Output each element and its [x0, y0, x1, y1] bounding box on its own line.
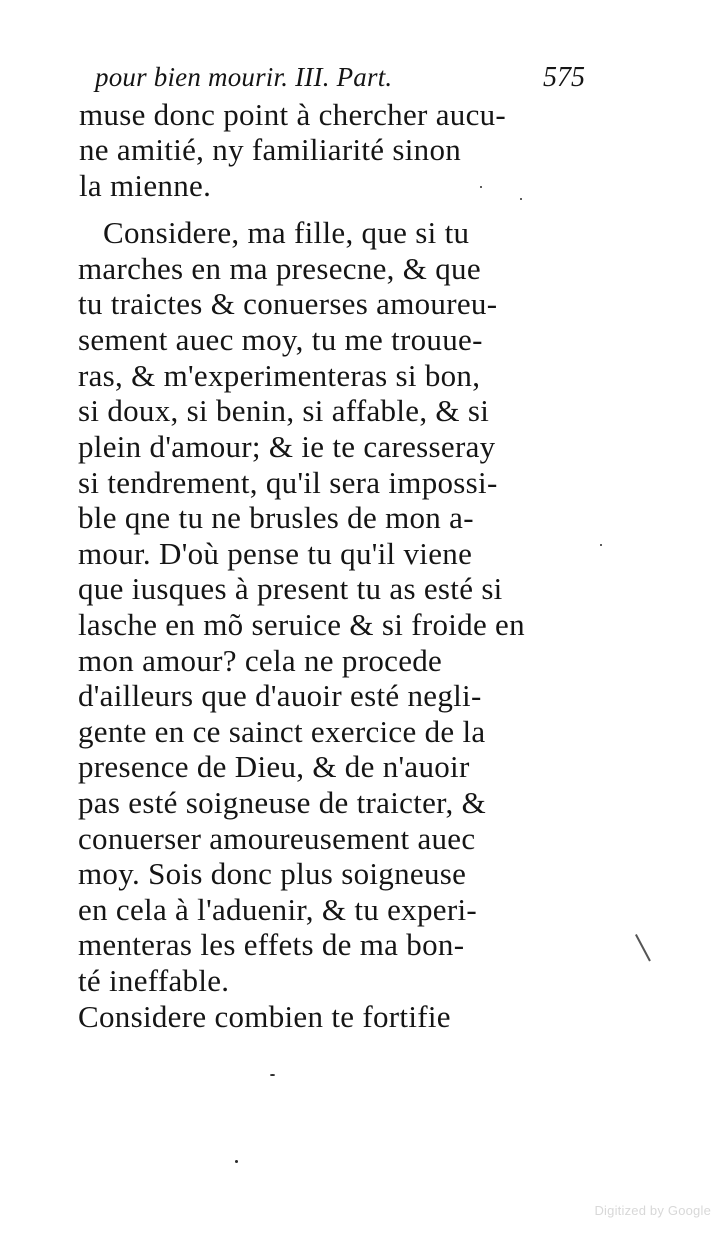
text-line: presence de Dieu, & de n'auoir [78, 749, 470, 784]
text-line: mon amour? cela ne procede [78, 643, 443, 678]
text-line: si tendrement, qu'il sera impossi- [78, 465, 498, 500]
text-line: menteras les effets de ma bon- [78, 927, 465, 962]
text-line: en cela à l'aduenir, & tu experi- [78, 892, 477, 927]
text-line: la mienne. [79, 168, 212, 203]
text-line: sement auec moy, tu me trouue- [78, 322, 483, 357]
text-line: plein d'amour; & ie te caresseray [78, 429, 496, 464]
running-title: pour bien mourir. III. Part. [95, 62, 393, 92]
text-line: muse donc point à chercher aucu- [79, 97, 507, 132]
text-line: ble qne tu ne brusles de mon a- [78, 500, 474, 535]
text-line: moy. Sois donc plus soigneuse [78, 856, 467, 891]
text-line: pas esté soigneuse de traicter, & [78, 785, 487, 820]
digitization-watermark: Digitized by Google [594, 1203, 711, 1218]
text-line: ne amitié, ny familiarité sinon [79, 132, 462, 167]
text-line: tu traictes & conuerses amoureu- [78, 286, 498, 321]
page-number: 575 [543, 62, 585, 93]
text-line: marches en ma presecne, & que [78, 251, 481, 286]
text-line: conuerser amoureusement auec [78, 821, 476, 856]
text-line: gente en ce sainct exercice de la [78, 714, 486, 749]
text-line: que iusques à present tu as esté si [78, 571, 503, 606]
text-line: té ineffable. [78, 963, 230, 998]
text-line: lasche en mõ seruice & si froide en [78, 607, 525, 642]
text-line: si doux, si benin, si affable, & si [78, 393, 490, 428]
paragraph-start-line: Considere combien te fortifie [78, 999, 451, 1034]
text-line: ras, & m'experimenteras si bon, [78, 358, 481, 393]
text-line: mour. D'où pense tu qu'il viene [78, 536, 473, 571]
paragraph-start-line: Considere, ma fille, que si tu [103, 215, 470, 250]
text-line: d'ailleurs que d'auoir esté negli- [78, 678, 482, 713]
